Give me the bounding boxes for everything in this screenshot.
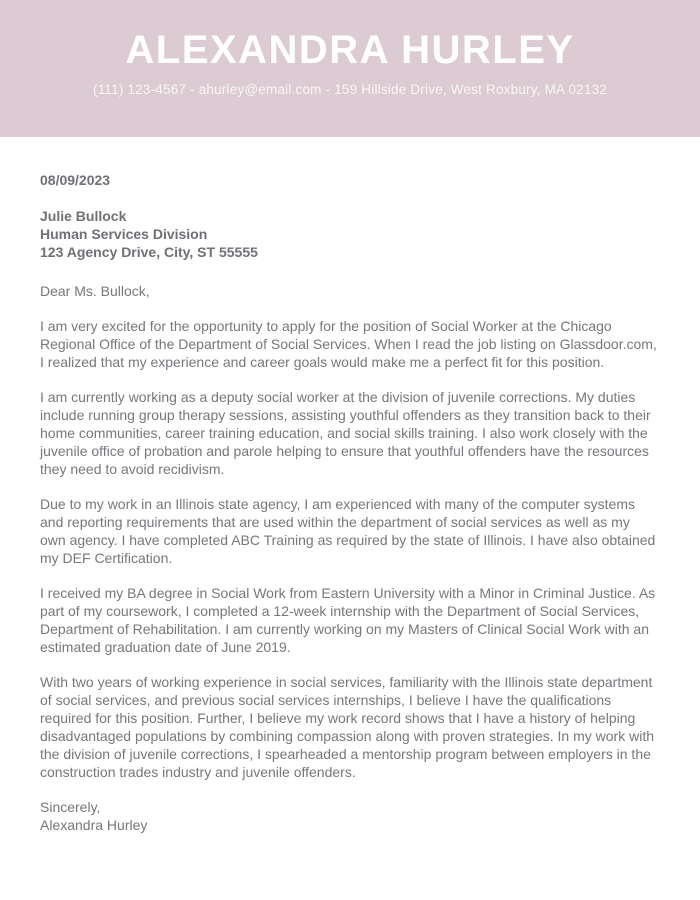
recipient-address: 123 Agency Drive, City, ST 55555: [40, 244, 258, 260]
salutation: Dear Ms. Bullock,: [40, 283, 150, 299]
body-paragraph: I am very excited for the opportunity to apply for the position of Social Worker at the Chicago Regional Office of the Department of Social Services. When I read the job listing on Glassdoor.com, I realized that my experience and career goals would make me a perfect fit for this position.: [40, 318, 657, 370]
body-paragraph: I am currently working as a deputy social worker at the division of juvenile corrections. My duties include running group therapy sessions, assisting youthful offenders as they transition back to their home communities, career training education, and social skills training. I also work closely with the juvenile office of probation and parole helping to ensure that youthful offenders have the resources they need to avoid recidivism.: [40, 389, 651, 477]
recipient-name: Julie Bullock: [40, 208, 127, 224]
contact-line: (111) 123-4567 - ahurley@email.com - 159 Hillside Drive, West Roxbury, MA 02132: [93, 82, 607, 97]
signature: Alexandra Hurley: [40, 817, 148, 833]
closing-block: [40, 798, 658, 834]
candidate-name: ALEXANDRA HURLEY: [125, 28, 575, 72]
body-paragraph: I received my BA degree in Social Work from Eastern University with a Minor in Criminal Justice. As part of my coursework, I completed a 12-week internship with the Department of Social Services, Department of Rehabilitation. I am currently working on my Masters of Clinical Social Work with an estimated graduation date of June 2019.: [40, 585, 656, 655]
letter-header: [0, 0, 700, 137]
closing-word: Sincerely,: [40, 799, 101, 815]
body-paragraph: With two years of working experience in social services, familiarity with the Illinois state department of social services, and previous social services internships, I believe I have the qualifications required for this position. Further, I believe my work record shows that I have a history of helping disadvantaged populations by combining compassion along with proven strategies. In my work with the division of juvenile corrections, I spearheaded a mentorship program between employers in the construction trades industry and juvenile offenders.: [40, 674, 655, 780]
body-paragraph: Due to my work in an Illinois state agency, I am experienced with many of the computer systems and reporting requirements that are used within the department of social services as well as my own agency. I have completed ABC Training as required by the state of Illinois. I have also obtained my DEF Certification.: [40, 496, 656, 566]
letter-body: [0, 137, 700, 834]
recipient-block: [40, 207, 658, 261]
date-line: 08/09/2023: [40, 172, 111, 188]
recipient-organization: Human Services Division: [40, 226, 208, 242]
